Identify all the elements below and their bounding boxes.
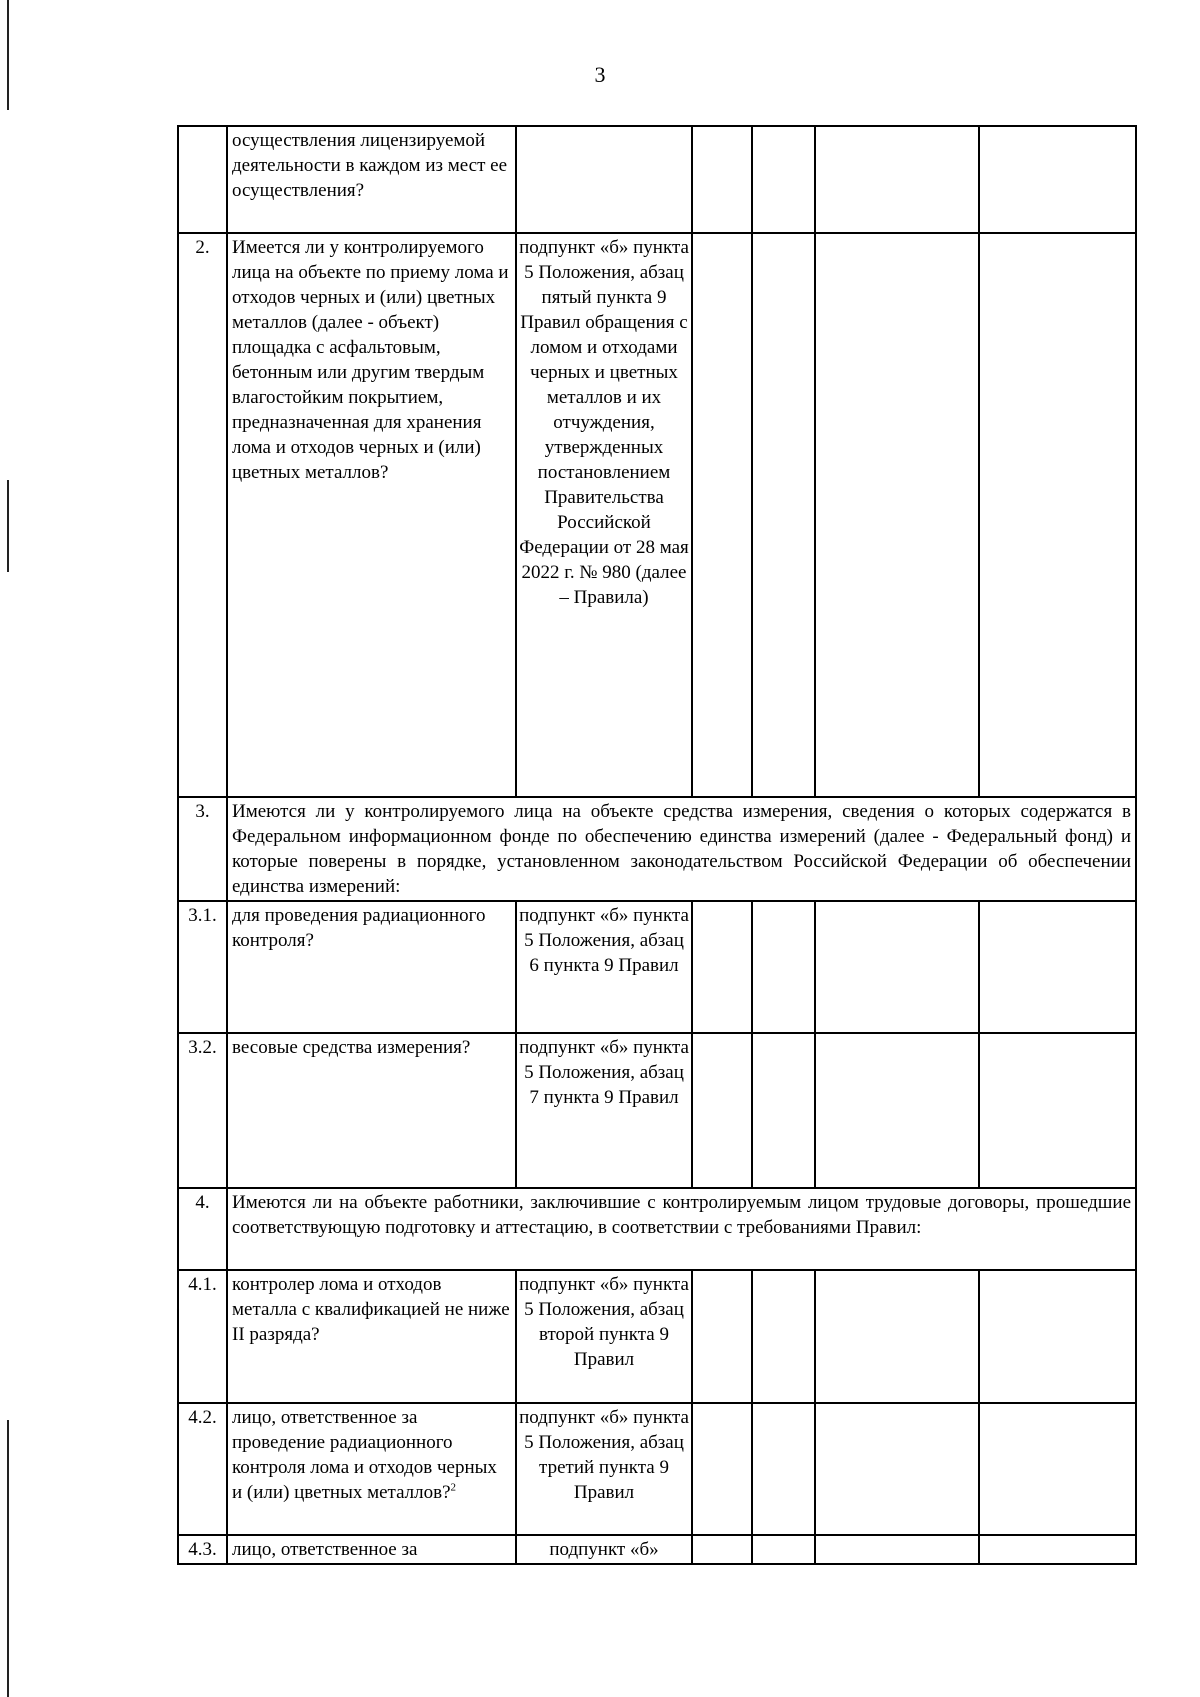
answer-yes-cell: [692, 1535, 752, 1564]
legal-reference: подпункт «б» пункта 5 Положения, абзац пятый пункта 9 Правил обращения с ломом и отходами черных и цветных металлов и их отчуждения, утвержденных постановлением Правительства Российской Федерации от 28 мая 2022 г. № 980 (далее – Правила): [516, 233, 692, 797]
legal-reference: подпункт «б» пункта 5 Положения, абзац третий пункта 9 Правил: [516, 1403, 692, 1535]
requirement-text: для проведения радиационного контроля?: [227, 901, 516, 1033]
scan-edge-line: [7, 480, 9, 572]
row-number: 4.3.: [178, 1535, 227, 1564]
note-cell: [979, 901, 1136, 1033]
answer-yes-cell: [692, 901, 752, 1033]
answer-no-cell: [752, 126, 815, 233]
legal-reference: подпункт «б» пункта 5 Положения, абзац 7 пункта 9 Правил: [516, 1033, 692, 1188]
legal-reference: подпункт «б» пункта 5 Положения, абзац второй пункта 9 Правил: [516, 1270, 692, 1403]
row-number: 2.: [178, 233, 227, 797]
not-applicable-cell: [815, 1270, 979, 1403]
answer-yes-cell: [692, 1270, 752, 1403]
section-question-text: Имеются ли на объекте работники, заключившие с контролируемым лицом трудовые договоры, прошедшие соответствующую подготовку и аттестацию, в соответствии с требованиями Правил:: [227, 1188, 1136, 1270]
checklist-table: [177, 125, 1137, 1565]
table-row: [178, 126, 1136, 233]
requirement-text-body: лицо, ответственное за проведение радиационного контроля лома и отходов черных и (или) цветных металлов?: [232, 1407, 497, 1503]
row-number: 3.: [178, 797, 227, 901]
requirement-text: весовые средства измерения?: [227, 1033, 516, 1188]
answer-no-cell: [752, 1535, 815, 1564]
page-number: 3: [594, 62, 606, 87]
note-cell: [979, 1403, 1136, 1535]
not-applicable-cell: [815, 233, 979, 797]
footnote-marker: 2: [450, 1481, 457, 1494]
note-cell: [979, 1270, 1136, 1403]
not-applicable-cell: [815, 126, 979, 233]
legal-reference: подпункт «б» пункта 5 Положения, абзац 6 пункта 9 Правил: [516, 901, 692, 1033]
table-row: [178, 901, 1136, 1033]
table-section-row: [178, 1188, 1136, 1270]
section-question-text: Имеются ли у контролируемого лица на объекте средства измерения, сведения о которых содержатся в Федеральном информационном фонде по обеспечению единства измерений (далее - Федеральный фонд) и которые поверены в порядке, установленном законодательством Российской Федерации об обеспечении единства измерений:: [227, 797, 1136, 901]
requirement-text: Имеется ли у контролируемого лица на объекте по приему лома и отходов черных и (или) цветных металлов (далее - объект) площадка с асфальтовым, бетонным или другим твердым влагостойким покрытием, предназначенная для хранения лома и отходов черных и (или) цветных металлов?: [227, 233, 516, 797]
not-applicable-cell: [815, 1535, 979, 1564]
requirement-text: [227, 1403, 516, 1535]
table-row: [178, 1403, 1136, 1535]
requirement-text: осуществления лицензируемой деятельности в каждом из мест ее осуществления?: [227, 126, 516, 233]
table-row: [178, 1535, 1136, 1564]
answer-yes-cell: [692, 126, 752, 233]
scan-edge-line: [7, 1420, 9, 1697]
note-cell: [979, 233, 1136, 797]
answer-yes-cell: [692, 1403, 752, 1535]
answer-no-cell: [752, 233, 815, 797]
row-number: 3.2.: [178, 1033, 227, 1188]
answer-yes-cell: [692, 233, 752, 797]
table-section-row: [178, 797, 1136, 901]
requirement-text: контролер лома и отходов металла с квалификацией не ниже II разряда?: [227, 1270, 516, 1403]
row-number: 4.1.: [178, 1270, 227, 1403]
answer-no-cell: [752, 1403, 815, 1535]
legal-reference: [516, 126, 692, 233]
not-applicable-cell: [815, 1403, 979, 1535]
legal-reference: подпункт «б»: [516, 1535, 692, 1564]
note-cell: [979, 1535, 1136, 1564]
row-number: 4.: [178, 1188, 227, 1270]
answer-no-cell: [752, 1033, 815, 1188]
table-row: [178, 1270, 1136, 1403]
scan-edge-line: [7, 0, 9, 110]
row-number: 4.2.: [178, 1403, 227, 1535]
not-applicable-cell: [815, 901, 979, 1033]
not-applicable-cell: [815, 1033, 979, 1188]
answer-no-cell: [752, 901, 815, 1033]
answer-no-cell: [752, 1270, 815, 1403]
answer-yes-cell: [692, 1033, 752, 1188]
table-row: [178, 1033, 1136, 1188]
row-number: 3.1.: [178, 901, 227, 1033]
note-cell: [979, 1033, 1136, 1188]
table-row: [178, 233, 1136, 797]
row-number: [178, 126, 227, 233]
requirement-text: лицо, ответственное за: [227, 1535, 516, 1564]
note-cell: [979, 126, 1136, 233]
